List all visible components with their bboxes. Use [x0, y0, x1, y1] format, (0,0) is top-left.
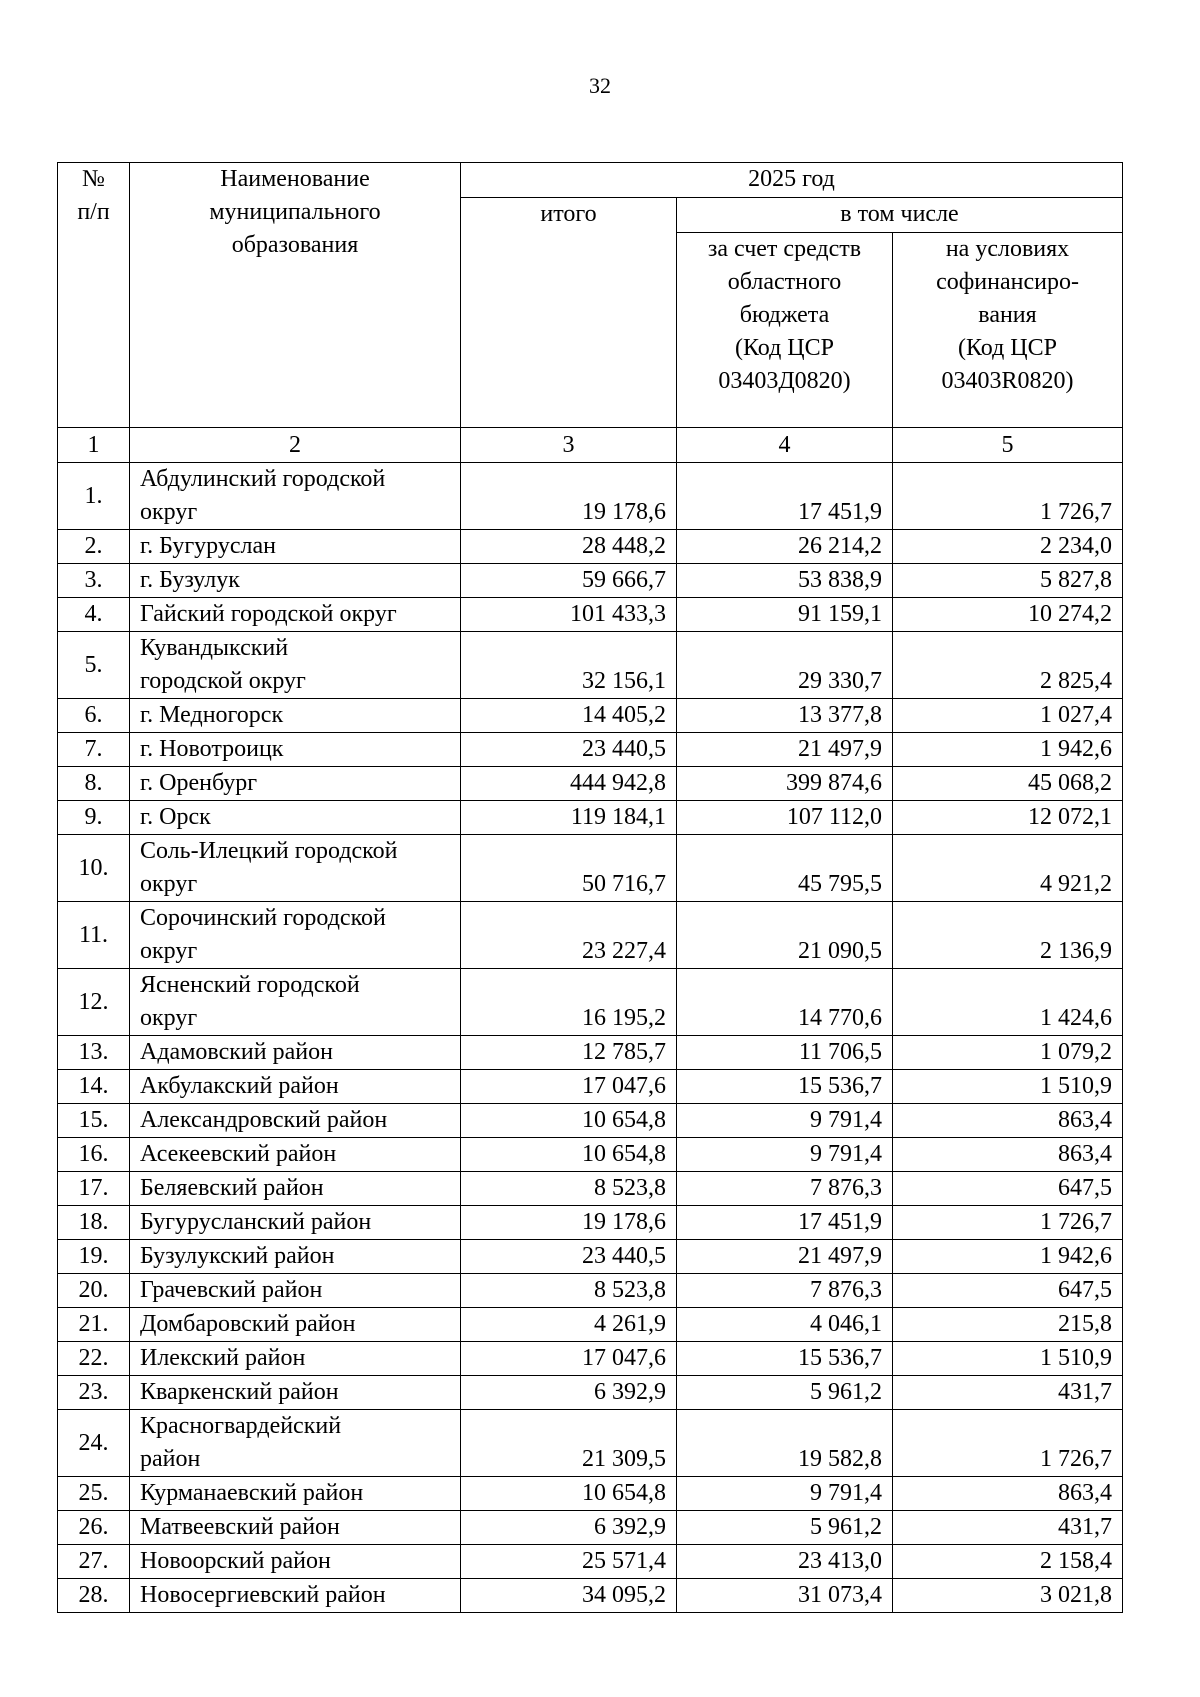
header-cofinancing: на условиях софинансиро- вания (Код ЦСР 03403R0820)	[893, 233, 1123, 428]
column-number: 4	[677, 428, 893, 463]
column-number: 2	[130, 428, 461, 463]
row-index: 13.	[58, 1036, 130, 1070]
cofinancing-amount: 5 827,8	[893, 564, 1123, 598]
municipality-name: Илекский район	[130, 1342, 461, 1376]
table-row	[58, 1274, 1123, 1308]
cofinancing-amount: 1 079,2	[893, 1036, 1123, 1070]
total-amount: 28 448,2	[461, 530, 677, 564]
regional-budget-amount: 7 876,3	[677, 1172, 893, 1206]
municipality-name: г. Медногорск	[130, 699, 461, 733]
municipality-name: г. Бугуруслан	[130, 530, 461, 564]
regional-budget-amount: 17 451,9	[677, 463, 893, 530]
budget-table	[57, 162, 1123, 1613]
row-index: 8.	[58, 767, 130, 801]
regional-budget-amount: 15 536,7	[677, 1070, 893, 1104]
total-amount: 23 227,4	[461, 902, 677, 969]
total-amount: 6 392,9	[461, 1376, 677, 1410]
regional-budget-amount: 107 112,0	[677, 801, 893, 835]
cofinancing-amount: 863,4	[893, 1104, 1123, 1138]
table-row	[58, 902, 1123, 969]
regional-budget-amount: 21 497,9	[677, 733, 893, 767]
row-index: 26.	[58, 1511, 130, 1545]
row-index: 20.	[58, 1274, 130, 1308]
municipality-name: Соль-Илецкий городской округ	[130, 835, 461, 902]
cofinancing-amount: 2 234,0	[893, 530, 1123, 564]
total-amount: 19 178,6	[461, 463, 677, 530]
cofinancing-amount: 1 726,7	[893, 1410, 1123, 1477]
regional-budget-amount: 11 706,5	[677, 1036, 893, 1070]
regional-budget-amount: 17 451,9	[677, 1206, 893, 1240]
total-amount: 12 785,7	[461, 1036, 677, 1070]
table-row	[58, 1477, 1123, 1511]
municipality-name: Грачевский район	[130, 1274, 461, 1308]
column-number-row	[58, 428, 1123, 463]
regional-budget-amount: 23 413,0	[677, 1545, 893, 1579]
table-row	[58, 801, 1123, 835]
table-row	[58, 1240, 1123, 1274]
row-index: 19.	[58, 1240, 130, 1274]
table-row	[58, 699, 1123, 733]
cofinancing-amount: 1 942,6	[893, 733, 1123, 767]
total-amount: 17 047,6	[461, 1342, 677, 1376]
cofinancing-amount: 1 726,7	[893, 1206, 1123, 1240]
regional-budget-amount: 5 961,2	[677, 1376, 893, 1410]
municipality-name: Асекеевский район	[130, 1138, 461, 1172]
row-index: 21.	[58, 1308, 130, 1342]
municipality-name: Беляевский район	[130, 1172, 461, 1206]
municipality-name: Новоорский район	[130, 1545, 461, 1579]
table-row	[58, 1104, 1123, 1138]
total-amount: 10 654,8	[461, 1477, 677, 1511]
cofinancing-amount: 431,7	[893, 1376, 1123, 1410]
municipality-name: Акбулакский район	[130, 1070, 461, 1104]
table-row	[58, 835, 1123, 902]
municipality-name: г. Орск	[130, 801, 461, 835]
row-index: 11.	[58, 902, 130, 969]
regional-budget-amount: 399 874,6	[677, 767, 893, 801]
regional-budget-amount: 7 876,3	[677, 1274, 893, 1308]
total-amount: 25 571,4	[461, 1545, 677, 1579]
total-amount: 17 047,6	[461, 1070, 677, 1104]
table-row	[58, 632, 1123, 699]
cofinancing-amount: 647,5	[893, 1172, 1123, 1206]
cofinancing-amount: 1 027,4	[893, 699, 1123, 733]
total-amount: 10 654,8	[461, 1104, 677, 1138]
row-index: 5.	[58, 632, 130, 699]
table-row	[58, 1376, 1123, 1410]
header-regional-budget: за счет средств областного бюджета (Код ЦСР 03403Д0820)	[677, 233, 893, 428]
cofinancing-amount: 3 021,8	[893, 1579, 1123, 1613]
table-row	[58, 598, 1123, 632]
table-row	[58, 564, 1123, 598]
municipality-name: Бузулукский район	[130, 1240, 461, 1274]
cofinancing-amount: 863,4	[893, 1138, 1123, 1172]
cofinancing-amount: 1 942,6	[893, 1240, 1123, 1274]
table-row	[58, 969, 1123, 1036]
municipality-name: Гайский городской округ	[130, 598, 461, 632]
cofinancing-amount: 2 825,4	[893, 632, 1123, 699]
row-index: 22.	[58, 1342, 130, 1376]
table-row	[58, 767, 1123, 801]
regional-budget-amount: 26 214,2	[677, 530, 893, 564]
header-name: Наименование муниципального образования	[130, 163, 461, 428]
municipality-name: Адамовский район	[130, 1036, 461, 1070]
municipality-name: Александровский район	[130, 1104, 461, 1138]
row-index: 25.	[58, 1477, 130, 1511]
table-row	[58, 1138, 1123, 1172]
municipality-name: Курманаевский район	[130, 1477, 461, 1511]
table-row	[58, 1342, 1123, 1376]
total-amount: 14 405,2	[461, 699, 677, 733]
municipality-name: Кваркенский район	[130, 1376, 461, 1410]
municipality-name: Матвеевский район	[130, 1511, 461, 1545]
regional-budget-amount: 45 795,5	[677, 835, 893, 902]
total-amount: 23 440,5	[461, 1240, 677, 1274]
row-index: 6.	[58, 699, 130, 733]
row-index: 15.	[58, 1104, 130, 1138]
regional-budget-amount: 4 046,1	[677, 1308, 893, 1342]
municipality-name: Сорочинский городской округ	[130, 902, 461, 969]
total-amount: 4 261,9	[461, 1308, 677, 1342]
total-amount: 21 309,5	[461, 1410, 677, 1477]
row-index: 17.	[58, 1172, 130, 1206]
regional-budget-amount: 9 791,4	[677, 1138, 893, 1172]
regional-budget-amount: 31 073,4	[677, 1579, 893, 1613]
table-row	[58, 1545, 1123, 1579]
page-number: 32	[589, 73, 611, 98]
row-index: 18.	[58, 1206, 130, 1240]
regional-budget-amount: 9 791,4	[677, 1477, 893, 1511]
regional-budget-amount: 53 838,9	[677, 564, 893, 598]
cofinancing-amount: 1 510,9	[893, 1342, 1123, 1376]
table-row	[58, 1579, 1123, 1613]
cofinancing-amount: 1 510,9	[893, 1070, 1123, 1104]
cofinancing-amount: 863,4	[893, 1477, 1123, 1511]
table-row	[58, 733, 1123, 767]
header-total: итого	[461, 198, 677, 428]
total-amount: 19 178,6	[461, 1206, 677, 1240]
column-number: 5	[893, 428, 1123, 463]
column-number: 3	[461, 428, 677, 463]
municipality-name: Кувандыкский городской округ	[130, 632, 461, 699]
regional-budget-amount: 5 961,2	[677, 1511, 893, 1545]
regional-budget-amount: 13 377,8	[677, 699, 893, 733]
total-amount: 8 523,8	[461, 1172, 677, 1206]
total-amount: 101 433,3	[461, 598, 677, 632]
regional-budget-amount: 29 330,7	[677, 632, 893, 699]
header-year: 2025 год	[461, 163, 1123, 198]
cofinancing-amount: 2 136,9	[893, 902, 1123, 969]
total-amount: 50 716,7	[461, 835, 677, 902]
regional-budget-amount: 19 582,8	[677, 1410, 893, 1477]
total-amount: 8 523,8	[461, 1274, 677, 1308]
regional-budget-amount: 15 536,7	[677, 1342, 893, 1376]
cofinancing-amount: 215,8	[893, 1308, 1123, 1342]
cofinancing-amount: 45 068,2	[893, 767, 1123, 801]
table-row	[58, 463, 1123, 530]
table-row	[58, 1172, 1123, 1206]
table-row	[58, 1308, 1123, 1342]
regional-budget-amount: 14 770,6	[677, 969, 893, 1036]
total-amount: 32 156,1	[461, 632, 677, 699]
row-index: 3.	[58, 564, 130, 598]
table-row	[58, 1410, 1123, 1477]
total-amount: 119 184,1	[461, 801, 677, 835]
total-amount: 59 666,7	[461, 564, 677, 598]
row-index: 7.	[58, 733, 130, 767]
regional-budget-amount: 21 497,9	[677, 1240, 893, 1274]
table-row	[58, 1511, 1123, 1545]
column-number: 1	[58, 428, 130, 463]
header-including: в том числе	[677, 198, 1123, 233]
municipality-name: Ясненский городской округ	[130, 969, 461, 1036]
total-amount: 10 654,8	[461, 1138, 677, 1172]
cofinancing-amount: 431,7	[893, 1511, 1123, 1545]
regional-budget-amount: 21 090,5	[677, 902, 893, 969]
row-index: 14.	[58, 1070, 130, 1104]
table-header	[58, 163, 1123, 463]
row-index: 2.	[58, 530, 130, 564]
table-row	[58, 1070, 1123, 1104]
municipality-name: Красногвардейский район	[130, 1410, 461, 1477]
row-index: 12.	[58, 969, 130, 1036]
table-row	[58, 530, 1123, 564]
municipality-name: г. Бузулук	[130, 564, 461, 598]
row-index: 27.	[58, 1545, 130, 1579]
row-index: 23.	[58, 1376, 130, 1410]
row-index: 24.	[58, 1410, 130, 1477]
municipality-name: г. Оренбург	[130, 767, 461, 801]
total-amount: 6 392,9	[461, 1511, 677, 1545]
table-row	[58, 1206, 1123, 1240]
row-index: 16.	[58, 1138, 130, 1172]
regional-budget-amount: 91 159,1	[677, 598, 893, 632]
municipality-name: Новосергиевский район	[130, 1579, 461, 1613]
cofinancing-amount: 10 274,2	[893, 598, 1123, 632]
row-index: 28.	[58, 1579, 130, 1613]
total-amount: 34 095,2	[461, 1579, 677, 1613]
cofinancing-amount: 2 158,4	[893, 1545, 1123, 1579]
cofinancing-amount: 1 726,7	[893, 463, 1123, 530]
total-amount: 16 195,2	[461, 969, 677, 1036]
municipality-name: Абдулинский городской округ	[130, 463, 461, 530]
regional-budget-amount: 9 791,4	[677, 1104, 893, 1138]
cofinancing-amount: 12 072,1	[893, 801, 1123, 835]
municipality-name: Бугурусланский район	[130, 1206, 461, 1240]
row-index: 9.	[58, 801, 130, 835]
table-body	[58, 463, 1123, 1613]
table-row	[58, 1036, 1123, 1070]
municipality-name: Домбаровский район	[130, 1308, 461, 1342]
row-index: 1.	[58, 463, 130, 530]
row-index: 10.	[58, 835, 130, 902]
row-index: 4.	[58, 598, 130, 632]
header-no: № п/п	[58, 163, 130, 428]
municipality-name: г. Новотроицк	[130, 733, 461, 767]
total-amount: 23 440,5	[461, 733, 677, 767]
total-amount: 444 942,8	[461, 767, 677, 801]
cofinancing-amount: 647,5	[893, 1274, 1123, 1308]
cofinancing-amount: 4 921,2	[893, 835, 1123, 902]
cofinancing-amount: 1 424,6	[893, 969, 1123, 1036]
